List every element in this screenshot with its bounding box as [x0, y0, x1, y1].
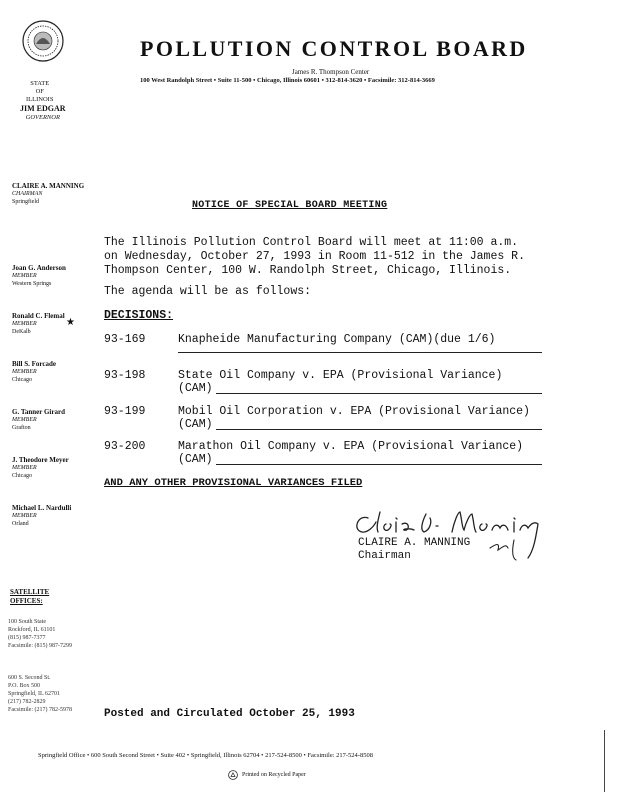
office-line: (815) 987-7377 — [8, 635, 46, 641]
case-title: Mobil Oil Corporation v. EPA (Provisional Variance) — [178, 405, 530, 418]
member-entry — [12, 456, 69, 480]
member-entry — [12, 182, 84, 206]
member-role: MEMBER — [12, 417, 37, 423]
governor-block — [20, 104, 66, 122]
other-variances: AND ANY OTHER PROVISIONAL VARIANCES FILED — [104, 477, 363, 489]
docket-number: 93-199 — [104, 405, 146, 418]
office-address — [8, 674, 72, 714]
divider-line — [216, 393, 542, 394]
docket-number: 93-200 — [104, 440, 146, 453]
springfield-office-footer: Springfield Office • 600 South Second Street • Suite 402 • Springfield, Illinois 62704 • 217-524-8500 • Facsimile: 217-524-8508 — [38, 752, 373, 759]
case-title: Knapheide Manufacturing Company (CAM)(due 1/6) — [178, 333, 496, 346]
office-line: (217) 782-2829 — [8, 699, 46, 705]
state-line-2: OF — [35, 88, 44, 95]
posted-date: Posted and Circulated October 25, 1993 — [104, 708, 355, 720]
office-line: 600 S. Second St. — [8, 675, 51, 681]
governor-name: JIM EDGAR — [20, 104, 66, 113]
member-entry — [12, 504, 71, 528]
signatory-title: Chairman — [358, 550, 411, 562]
divider-line — [216, 464, 542, 465]
member-city: Western Springs — [12, 281, 52, 287]
notice-line-3: Thompson Center, 100 W. Randolph Street, Chicago, Illinois. — [104, 264, 512, 277]
member-city: Grafton — [12, 425, 31, 431]
notice-line-2: on Wednesday, October 27, 1993 in Room 11-512 in the James R. — [104, 250, 525, 263]
case-title: Marathon Oil Company v. EPA (Provisional Variance) — [178, 440, 524, 453]
member-city: Chicago — [12, 377, 32, 383]
satellite-heading: SATELLITE OFFICES: — [10, 588, 50, 605]
notice-line-1: The Illinois Pollution Control Board will meet at 11:00 a.m. — [104, 236, 519, 249]
agenda-intro: The agenda will be as follows: — [104, 285, 312, 298]
member-role: CHAIRMAN — [12, 191, 43, 197]
hq-address: 100 West Randolph Street • Suite 11-500 • Chicago, Illinois 60601 • 312-814-3620 • Facsimile: 312-814-3669 — [140, 77, 435, 84]
case-title-cont: (CAM) — [178, 382, 213, 395]
office-line: Rockford, IL 61101 — [8, 627, 56, 633]
member-city: Chicago — [12, 473, 32, 479]
member-name: Michael L. Nardulli — [12, 504, 72, 512]
recycle-icon — [228, 770, 238, 780]
member-role: MEMBER — [12, 321, 37, 327]
member-city: Orland — [12, 521, 29, 527]
decisions-heading: DECISIONS: — [104, 309, 174, 322]
member-name: Joan G. Anderson — [12, 264, 66, 272]
office-address — [8, 618, 72, 650]
member-entry — [12, 408, 65, 432]
member-entry — [12, 312, 65, 336]
member-entry — [12, 264, 66, 288]
divider-line — [216, 429, 542, 430]
member-name: Ronald C. Flemal — [12, 312, 65, 320]
case-title-cont: (CAM) — [178, 418, 213, 431]
case-title-cont: (CAM) — [178, 453, 213, 466]
docket-number: 93-169 — [104, 333, 146, 346]
office-line: Facsimile: (815) 987-7299 — [8, 643, 72, 649]
building-name: James R. Thompson Center — [292, 68, 370, 76]
star-icon: ★ — [66, 317, 75, 328]
office-line: 100 South State — [8, 619, 47, 625]
member-role: MEMBER — [12, 273, 37, 279]
case-title: State Oil Company v. EPA (Provisional Variance) — [178, 369, 503, 382]
state-label — [26, 80, 53, 104]
divider-line — [178, 352, 542, 353]
member-name: Bill S. Forcade — [12, 360, 57, 368]
member-role: MEMBER — [12, 513, 37, 519]
member-role: MEMBER — [12, 369, 37, 375]
office-line: Facsimile: (217) 782-5978 — [8, 707, 72, 713]
member-role: MEMBER — [12, 465, 37, 471]
state-line-1: STATE — [30, 80, 50, 87]
member-name: CLAIRE A. MANNING — [12, 182, 85, 190]
member-city: Springfield — [12, 199, 39, 205]
board-title: POLLUTION CONTROL BOARD — [140, 36, 528, 61]
member-city: DeKalb — [12, 329, 31, 335]
scan-edge-line — [604, 730, 605, 792]
recycled-paper-note — [228, 770, 306, 780]
state-line-3: ILLINOIS — [26, 96, 54, 103]
notice-title: NOTICE OF SPECIAL BOARD MEETING — [192, 200, 388, 211]
office-line: Springfield, IL 62701 — [8, 691, 60, 697]
member-name: G. Tanner Girard — [12, 408, 65, 416]
office-line: P.O. Box 500 — [8, 683, 41, 689]
governor-title: GOVERNOR — [25, 114, 60, 121]
member-entry — [12, 360, 56, 384]
state-seal-icon — [22, 20, 64, 62]
member-name: J. Theodore Meyer — [12, 456, 69, 464]
recycled-text: Printed on Recycled Paper — [242, 772, 306, 778]
docket-number: 93-198 — [104, 369, 146, 382]
signatory-name: CLAIRE A. MANNING — [358, 537, 471, 549]
